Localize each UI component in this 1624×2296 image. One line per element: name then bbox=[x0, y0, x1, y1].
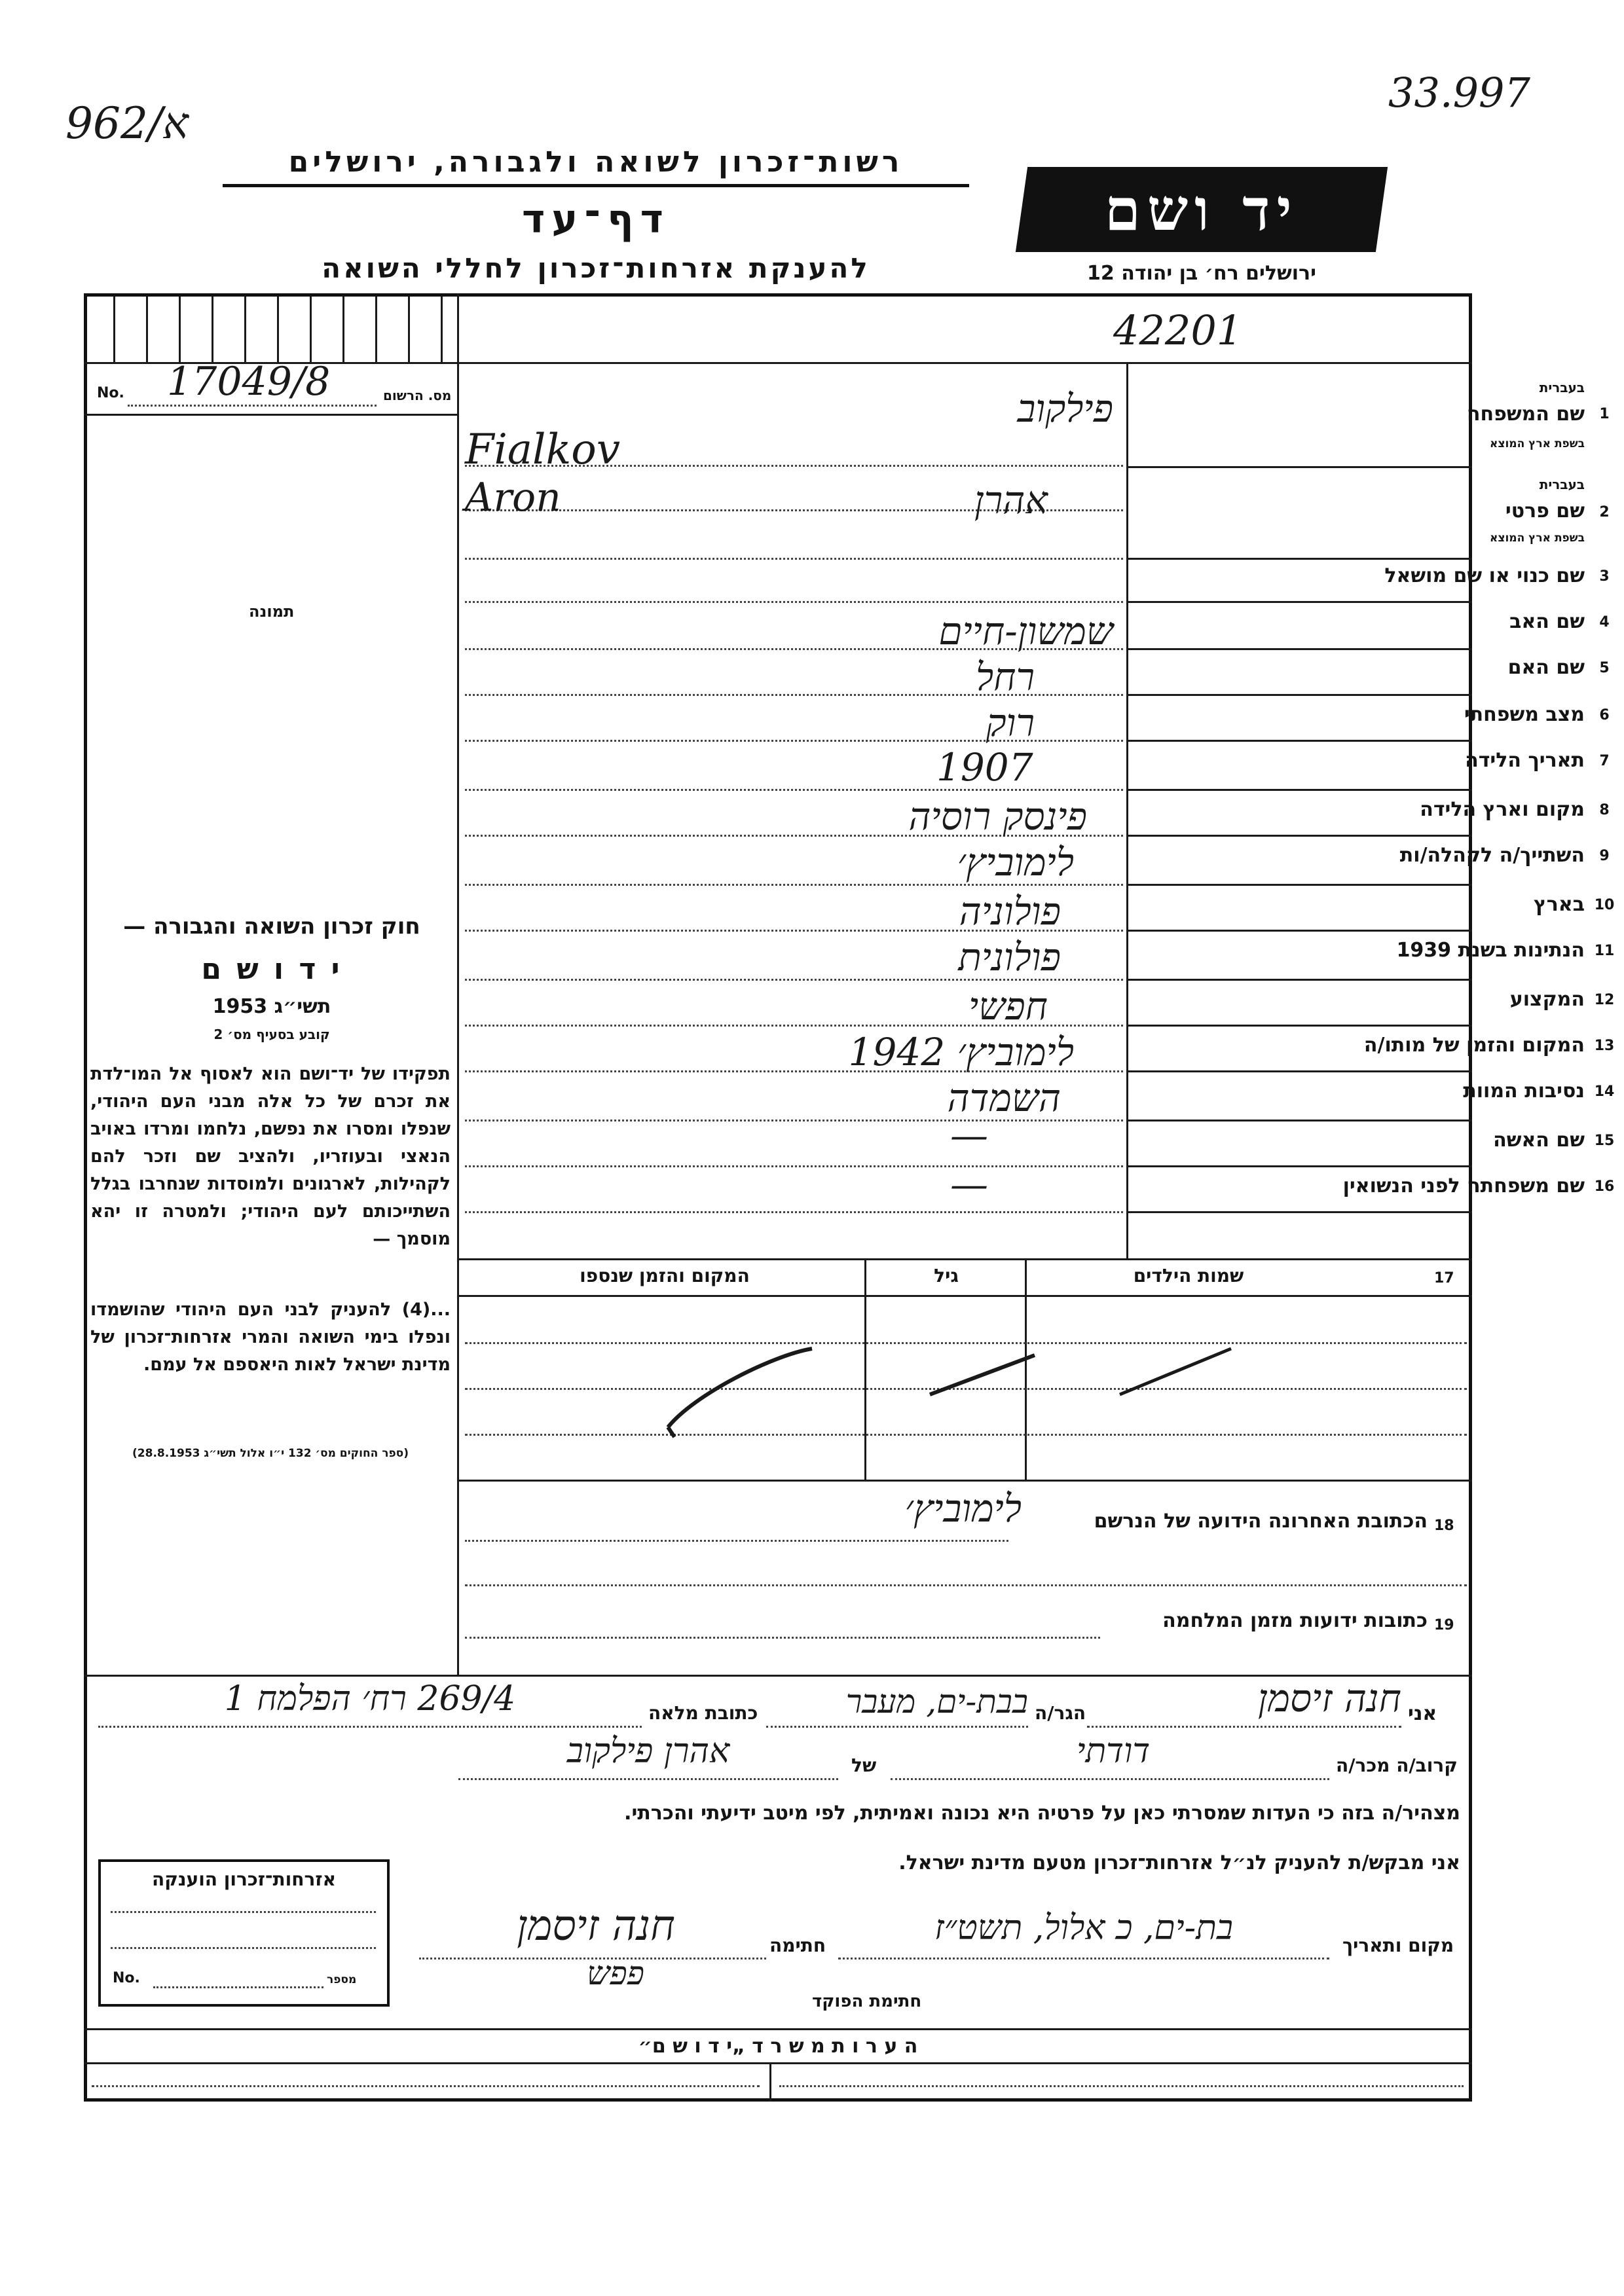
children-col-place: המקום והזמן שנספו bbox=[580, 1265, 750, 1286]
field-3-label: שם כנוי או שם מושאל bbox=[1384, 564, 1585, 587]
field-13-number: 13 bbox=[1594, 1038, 1615, 1054]
law-source: (ספר החוקים מס׳ 132 י״ו אלול תשי״ג 28.8.1953) bbox=[132, 1447, 409, 1460]
place-date-value: בת-ים, כ אלול, תשט״ז bbox=[934, 1908, 1233, 1948]
citizenship-box bbox=[98, 1859, 390, 2007]
field-15-label: שם האשה bbox=[1493, 1129, 1585, 1152]
field-11-label: הנתינות בשנת 1939 bbox=[1396, 939, 1585, 962]
field-1-sub-hebrew: בעברית bbox=[1539, 380, 1585, 395]
resident-city: בבת-ים, מעבר bbox=[845, 1683, 1028, 1721]
witness-address: 269/4 רח׳ הפלמח 1 bbox=[224, 1679, 516, 1719]
profession-value: חפשי bbox=[969, 984, 1048, 1029]
notes-title: ה ע ר ו ת מ ש ר ד „י ד ו ש ם״ bbox=[638, 2035, 918, 2058]
strike-age bbox=[930, 1355, 1035, 1394]
last-address-value: לימוביץ׳ bbox=[904, 1486, 1022, 1531]
logo-text: יד ושם bbox=[1105, 175, 1299, 244]
witness-name: חנה זיסמן bbox=[1257, 1676, 1401, 1721]
declaration-of: של bbox=[851, 1755, 877, 1776]
law-year: תשי״ג 1953 bbox=[212, 995, 331, 1018]
declaration-relative-label: קרוב/ה מכר/ה bbox=[1336, 1755, 1458, 1776]
field-11-number: 11 bbox=[1594, 943, 1615, 959]
field-4-number: 4 bbox=[1599, 614, 1610, 630]
children-strike-marks bbox=[458, 1296, 1467, 1480]
field-2-sub-origin: בשפת ארץ המוצא bbox=[1489, 532, 1585, 545]
declaration-ani: אני bbox=[1408, 1702, 1437, 1725]
death-place-date-value: לימוביץ׳ 1942 bbox=[848, 1030, 1074, 1074]
field-2-label: שם פרטי bbox=[1505, 500, 1585, 522]
corner-number: 33.997 bbox=[1388, 69, 1530, 117]
children-col-names: שמות הילדים bbox=[1133, 1265, 1244, 1286]
field-12-label: המקצוע bbox=[1509, 988, 1585, 1011]
law-paragraph: תפקידו של יד־ושם הוא לאסוף אל המו־לדת את זכרם של כל אלה מבני העם היהודי, שנפלו ומסרו את נפשם, נלחמו ומרדו באויב הנאצי ובעוזריו, ולהציב שם וזכר להם לקהילות, לארגונים ולמוסדות שנחרבו בגלל השתייכותם לעם היהודי; ולמטרה זו יהא מוסמך — bbox=[90, 1064, 451, 1249]
declaration-statement-1: מצהיר/ה בזה כי העדות שמסרתי כאן על פרטיה היא נכונה ואמיתית, לפי מיטב ידיעתי והכרתי. bbox=[624, 1802, 1460, 1825]
ticket-boxes bbox=[87, 297, 457, 362]
label-column-divider bbox=[1126, 362, 1128, 1259]
citizenship-box-title: אזרחות־זכרון הוענקה bbox=[152, 1868, 336, 1890]
registration-no-label: No. bbox=[97, 385, 124, 401]
form-subtitle: להענקת אזרחות־זכרון לחללי השואה bbox=[322, 252, 870, 284]
field-1-sub-origin: בשפת ארץ המוצא bbox=[1489, 437, 1585, 450]
field-12-number: 12 bbox=[1594, 992, 1615, 1008]
strike-place bbox=[668, 1349, 812, 1427]
nationality-value: פולונית bbox=[958, 935, 1061, 979]
field-8-label: מקום וארץ הלידה bbox=[1420, 798, 1585, 821]
officer-signature-label: חתימת הפוקד bbox=[812, 1992, 922, 2011]
death-circumstances-value: השמדה bbox=[947, 1076, 1061, 1120]
children-col-age: גיל bbox=[934, 1265, 959, 1286]
authority-line: רשות־זכרון לשואה ולגבורה, ירושלים bbox=[223, 145, 969, 187]
law-name: י ד ו ש ם bbox=[201, 953, 342, 986]
country-value: פולוניה bbox=[959, 889, 1061, 934]
birth-date-value: 1907 bbox=[936, 745, 1033, 790]
father-name-value: שמשון-חיים bbox=[938, 609, 1113, 653]
place-date-label: מקום ותאריך bbox=[1342, 1935, 1454, 1956]
relation-of-value: אהרן פילקוב bbox=[566, 1732, 730, 1771]
field-15-number: 15 bbox=[1594, 1133, 1615, 1149]
surname-latin: Fialkov bbox=[465, 426, 620, 474]
community-value: לימוביץ׳ bbox=[957, 840, 1074, 884]
registration-number: 17049/8 bbox=[167, 359, 331, 405]
mother-name-value: רחל bbox=[976, 655, 1035, 699]
field-13-label: המקום והזמן של מותו/ה bbox=[1363, 1034, 1585, 1057]
wife-maiden-name-value: — bbox=[950, 1162, 988, 1207]
field-14-number: 14 bbox=[1594, 1084, 1615, 1100]
field-7-number: 7 bbox=[1599, 753, 1610, 769]
field-9-number: 9 bbox=[1599, 848, 1610, 864]
wife-name-value: — bbox=[950, 1113, 988, 1157]
surname-hebrew: פילקוב bbox=[1017, 386, 1113, 431]
strike-place-hook bbox=[668, 1427, 674, 1437]
photo-label: תמונה bbox=[249, 602, 295, 621]
field-3-number: 3 bbox=[1599, 568, 1610, 585]
law-clause4: ...(4) להעניק לבני העם היהודי שהושמדו ונפלו בימי השואה והמרי אזרחות־זכרון של מדינת ישראל לאות היאספם אל עמם. bbox=[90, 1300, 451, 1375]
birthplace-value: פינסק רוסיה bbox=[908, 794, 1087, 839]
signature-value: חנה זיסמן bbox=[517, 1902, 675, 1950]
field-5-number: 5 bbox=[1599, 660, 1610, 676]
field-8-number: 8 bbox=[1599, 802, 1610, 818]
field-4-label: שם האב bbox=[1509, 610, 1585, 633]
field-1-number: 1 bbox=[1599, 406, 1610, 422]
field-10-number: 10 bbox=[1594, 897, 1615, 913]
field-2-sub-hebrew: בעברית bbox=[1539, 477, 1585, 492]
field-18-label: הכתובת האחרונה הידועה של הנרשם bbox=[1094, 1510, 1428, 1533]
field-5-label: שם האם bbox=[1507, 656, 1585, 679]
officer-signature-value: פפש bbox=[587, 1954, 644, 1992]
field-6-number: 6 bbox=[1599, 707, 1610, 723]
field-10-label: בארץ bbox=[1533, 893, 1585, 916]
page-number: 42201 bbox=[1113, 306, 1243, 354]
form-title: דף־עד bbox=[522, 196, 670, 242]
strike-names bbox=[1120, 1349, 1231, 1394]
law-clause: קובע בסעיף מס׳ 2 bbox=[213, 1027, 330, 1042]
field-7-label: תאריך הלידה bbox=[1465, 749, 1585, 772]
field-19-number: 19 bbox=[1434, 1617, 1454, 1633]
archive-number: 962/א bbox=[65, 98, 189, 149]
header-address: ירושלים רח׳ בן יהודה 12 bbox=[1087, 262, 1316, 285]
registration-label: מס. הרשום bbox=[383, 388, 452, 403]
field-14-label: נסיבות המוות bbox=[1463, 1080, 1585, 1102]
field-16-label: שם משפחתה לפני הנשואין bbox=[1342, 1175, 1585, 1197]
first-name-latin: Aron bbox=[465, 475, 561, 520]
field-2-number: 2 bbox=[1599, 504, 1610, 520]
citizenship-box-number-label: מספר bbox=[327, 1973, 357, 1986]
relation-value: דודתי bbox=[1076, 1732, 1151, 1771]
notes-top-line bbox=[84, 2028, 1472, 2030]
yad-vashem-logo bbox=[1016, 167, 1388, 252]
field-16-number: 16 bbox=[1594, 1178, 1615, 1195]
signature-label: חתימה bbox=[769, 1935, 826, 1956]
field-18-number: 18 bbox=[1434, 1518, 1454, 1534]
field-6-label: מצב משפחתי bbox=[1464, 703, 1585, 726]
marital-status-value: רוק bbox=[986, 701, 1035, 745]
field-19-label: כתובות ידועות מזמן המלחמה bbox=[1162, 1609, 1428, 1632]
field-9-label: השתייך/ה לקהלה/ות bbox=[1399, 844, 1585, 867]
citizenship-box-no-label: No. bbox=[113, 1970, 140, 1986]
declaration-resident-label: הגר/ה bbox=[1035, 1702, 1086, 1724]
first-name-hebrew: אהרן bbox=[974, 478, 1048, 522]
declaration-statement-2: אני מבקש/ת להעניק לנ״ל אזרחות־זכרון מטעם מדינת ישראל. bbox=[898, 1851, 1460, 1874]
children-section-number: 17 bbox=[1434, 1270, 1454, 1286]
declaration-address-label: כתובת מלאה bbox=[648, 1702, 758, 1724]
field-1-label: שם המשפחה bbox=[1466, 403, 1585, 426]
law-title: חוק זכרון השואה והגבורה — bbox=[123, 913, 420, 939]
